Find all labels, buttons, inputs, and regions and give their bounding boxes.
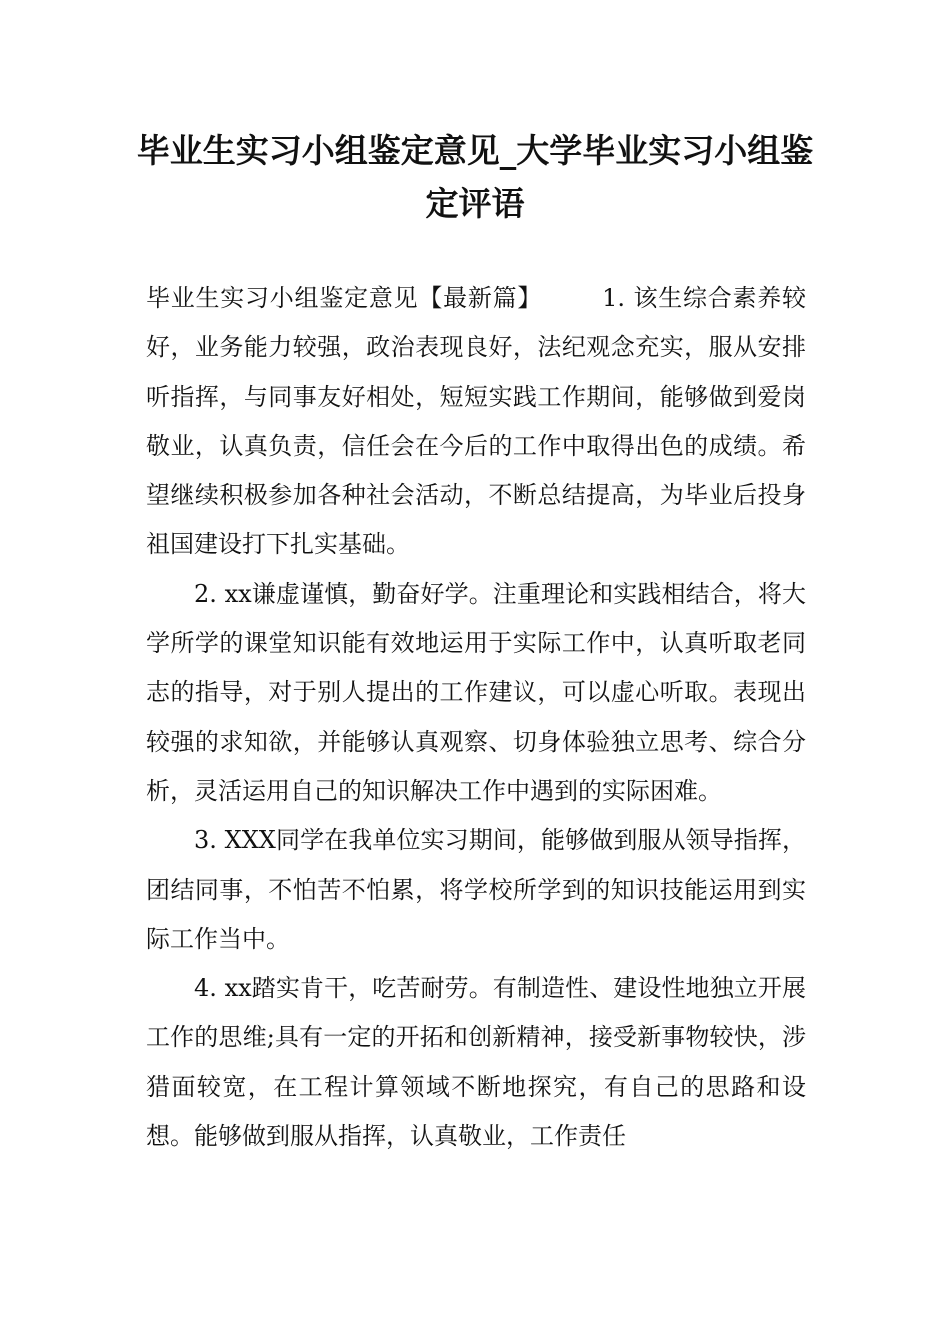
paragraph-1-text: 1. 该生综合素养较好，业务能力较强，政治表现良好，法纪观念充实，服从安排听指挥，与同事友好相处，短短实践工作期间，能够做到爱岗敬业，认真负责，信任会在今后的工作中取得出色的成绩。希望继续积极参加各种社会活动，不断总结提高，为毕业后投身祖国建设打下扎实基础。 bbox=[146, 284, 806, 559]
paragraph-2: 2. xx谦虚谨慎，勤奋好学。注重理论和实践相结合，将大学所学的课堂知识能有效地运用于实际工作中，认真听取老同志的指导，对于别人提出的工作建议，可以虚心听取。表现出较强的求知欲，并能够认真观察、切身体验独立思考、综合分析，灵活运用自己的知识解决工作中遇到的实际困难。 bbox=[146, 579, 806, 805]
paragraph-3: 3. XXX同学在我单位实习期间，能够做到服从领导指挥，团结同事，不怕苦不怕累，将学校所学到的知识技能运用到实际工作当中。 bbox=[146, 826, 806, 953]
paragraph-4: 4. xx踏实肯干，吃苦耐劳。有制造性、建设性地独立开展工作的思维;具有一定的开拓和创新精神，接受新事物较快，涉猎面较宽，在工程计算领域不断地探究，有自己的思路和设想。能够做到服从指挥，认真敬业，工作责任 bbox=[146, 974, 806, 1151]
intro-heading: 毕业生实习小组鉴定意见【最新篇】 bbox=[146, 284, 543, 312]
paragraph-1 bbox=[146, 274, 806, 570]
document-body bbox=[146, 274, 806, 1161]
document-title: 毕业生实习小组鉴定意见_大学毕业实习小组鉴定评语 bbox=[136, 131, 814, 223]
